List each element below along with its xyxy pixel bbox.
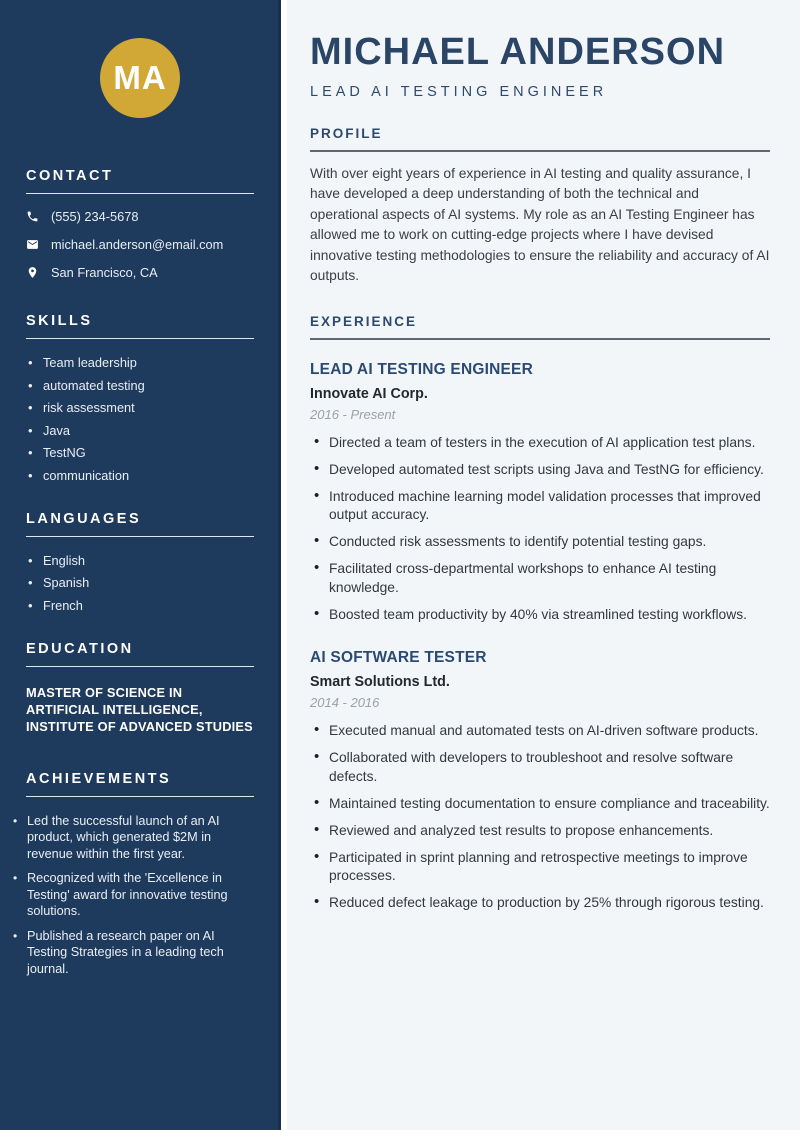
profile-text: With over eight years of experience in AI testing and quality assurance, I have developed a deep understanding of both the technical and operational aspects of AI systems. My role as an AI Testing Engineer has allowed me to work on cutting-edge projects where I have devised innovative testing methodologies to ensure the reliability and accuracy of AI outputs. bbox=[310, 165, 770, 284]
achievement-item: • Published a research paper on AI Testing Strategies in a leading tech journal. bbox=[12, 928, 254, 978]
profile-heading: PROFILE bbox=[310, 126, 770, 152]
job-dates: 2014 - 2016 bbox=[310, 695, 380, 711]
education-section bbox=[26, 641, 254, 735]
skills-heading: SKILLS bbox=[26, 313, 254, 339]
contact-section bbox=[26, 168, 254, 280]
job-bullet: • Reduced defect leakage to production by 25% through rigorous testing. bbox=[310, 894, 770, 913]
achievements-section bbox=[26, 771, 254, 978]
languages-section bbox=[26, 511, 254, 612]
job-company: Smart Solutions Ltd. bbox=[310, 674, 450, 691]
location-icon bbox=[26, 266, 39, 279]
job-bullet: • Directed a team of testers in the execution of AI application test plans. bbox=[310, 434, 770, 453]
contact-email-text: michael.anderson@email.com bbox=[51, 237, 224, 252]
skill-item: • Team leadership bbox=[26, 356, 254, 369]
profile-section bbox=[310, 126, 770, 287]
job-company: Innovate AI Corp. bbox=[310, 385, 428, 402]
education-degree: MASTER OF SCIENCE IN ARTIFICIAL INTELLIGENCE, INSTITUTE OF ADVANCED STUDIES bbox=[26, 684, 253, 734]
job-title: AI SOFTWARE TESTER bbox=[310, 649, 487, 667]
contact-phone-text: (555) 234-5678 bbox=[51, 209, 139, 224]
job-bullet: • Facilitated cross-departmental workshops to enhance AI testing knowledge. bbox=[310, 560, 770, 597]
experience-section bbox=[310, 314, 770, 913]
languages-heading: LANGUAGES bbox=[26, 511, 254, 537]
education-heading: EDUCATION bbox=[26, 641, 254, 667]
achievements-heading: ACHIEVEMENTS bbox=[26, 771, 254, 797]
achievements-list bbox=[12, 813, 254, 978]
skills-section bbox=[26, 313, 254, 482]
job-dates: 2016 - Present bbox=[310, 406, 396, 422]
achievement-item: • Recognized with the 'Excellence in Testing' award for innovative testing solutions. bbox=[12, 870, 254, 920]
job-bullet-list bbox=[310, 434, 770, 625]
job-bullet: • Developed automated test scripts using Java and TestNG for efficiency. bbox=[310, 461, 770, 480]
job-bullet: • Conducted risk assessments to identify potential testing gaps. bbox=[310, 533, 770, 552]
contact-item-phone bbox=[26, 209, 254, 224]
achievement-item: • Led the successful launch of an AI product, which generated $2M in revenue within the first year. bbox=[12, 813, 254, 863]
job-entry bbox=[310, 649, 770, 913]
job-bullet: • Collaborated with developers to troubleshoot and resolve software defects. bbox=[310, 749, 770, 786]
languages-list bbox=[26, 554, 254, 612]
job-bullet: • Reviewed and analyzed test results to propose enhancements. bbox=[310, 822, 770, 841]
person-job-title: LEAD AI TESTING ENGINEER bbox=[310, 83, 608, 100]
sidebar bbox=[0, 0, 281, 1130]
experience-heading: EXPERIENCE bbox=[310, 314, 770, 340]
job-bullet: • Boosted team productivity by 40% via streamlined testing workflows. bbox=[310, 606, 770, 625]
contact-list bbox=[26, 209, 254, 280]
language-item: • French bbox=[26, 599, 254, 612]
contact-item-email bbox=[26, 237, 254, 252]
language-item: • Spanish bbox=[26, 576, 254, 589]
contact-heading: CONTACT bbox=[26, 168, 254, 194]
skill-item: • Java bbox=[26, 424, 254, 437]
job-bullet: • Maintained testing documentation to ensure compliance and traceability. bbox=[310, 795, 770, 814]
skill-item: • TestNG bbox=[26, 446, 254, 459]
language-item: • English bbox=[26, 554, 254, 567]
contact-location-text: San Francisco, CA bbox=[51, 265, 158, 280]
avatar bbox=[100, 38, 180, 118]
skill-item: • risk assessment bbox=[26, 401, 254, 414]
job-bullet: • Participated in sprint planning and retrospective meetings to improve processes. bbox=[310, 849, 770, 886]
resume-main bbox=[287, 0, 800, 1130]
job-bullet: • Introduced machine learning model validation processes that improved output accuracy. bbox=[310, 488, 770, 525]
email-icon bbox=[26, 238, 39, 251]
job-entry bbox=[310, 361, 770, 625]
skills-list bbox=[26, 356, 254, 482]
phone-icon bbox=[26, 210, 39, 223]
contact-item-location bbox=[26, 265, 254, 280]
person-name: MICHAEL ANDERSON bbox=[310, 31, 726, 73]
avatar-initials: MA bbox=[113, 59, 167, 96]
job-title: LEAD AI TESTING ENGINEER bbox=[310, 360, 533, 378]
job-bullet-list bbox=[310, 722, 770, 913]
job-bullet: • Executed manual and automated tests on AI-driven software products. bbox=[310, 722, 770, 741]
skill-item: • communication bbox=[26, 469, 254, 482]
skill-item: • automated testing bbox=[26, 379, 254, 392]
